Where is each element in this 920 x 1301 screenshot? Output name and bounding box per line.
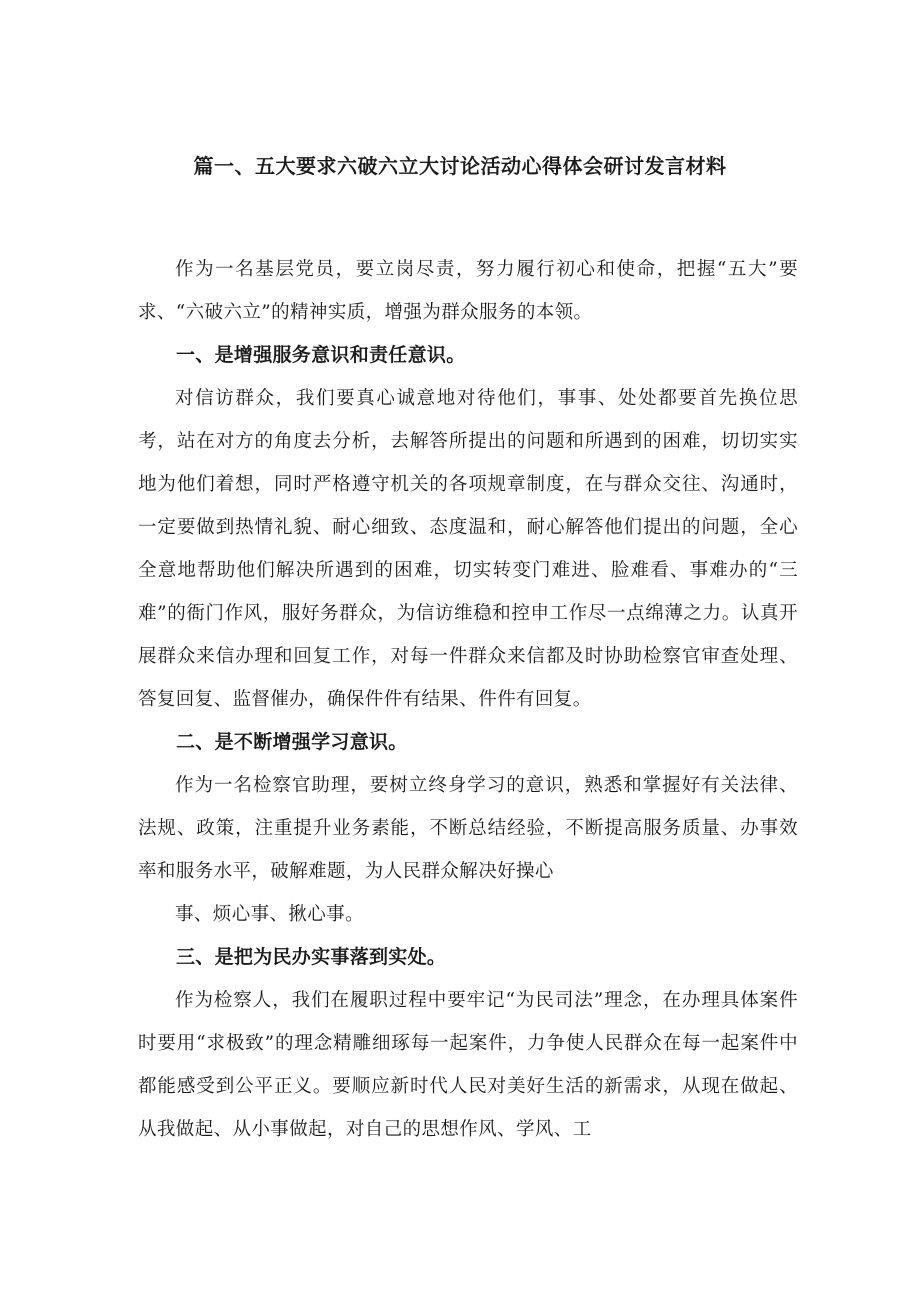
section-3-paragraph: 作为检察人，我们在履职过程中要牢记“为民司法”理念，在办理具体案件时要用“求极致”的理念精雕细琢每一起案件，力争使人民群众在每一起案件中都能感受到公平正义。要顺应新时代人民对美好生活的新需求，从现在做起、从我做起、从小事做起，对自己的思想作风、学风、工 xyxy=(138,990,798,1140)
section-2-continuation: 事、烦心事、揪心事。 xyxy=(175,904,365,925)
section-3-heading: 三、是把为民办实事落到实处。 xyxy=(176,946,447,968)
section-1-heading: 一、是增强服务意识和责任意识。 xyxy=(176,344,466,366)
intro-paragraph: 作为一名基层党员，要立岗尽责，努力履行初心和使命，把握“五大”要求、“六破六立”的精神实质，增强为群众服务的本领。 xyxy=(138,259,798,323)
section-2-paragraph: 作为一名检察官助理，要树立终身学习的意识，熟悉和掌握好有关法律、法规、政策，注重提升业务素能，不断总结经验，不断提高服务质量、办事效率和服务水平，破解难题，为人民群众解决好操心 xyxy=(138,775,798,882)
document-title: 篇一、五大要求六破六立大讨论活动心得体会研讨发言材料 xyxy=(193,154,727,178)
section-1-paragraph: 对信访群众，我们要真心诚意地对待他们，事事、处处都要首先换位思考，站在对方的角度去分析，去解答所提出的问题和所遇到的困难，切切实实地为他们着想，同时严格遵守机关的各项规章制度，在与群众交往、沟通时，一定要做到热情礼貌、耐心细致、态度温和，耐心解答他们提出的问题，全心全意地帮助他们解决所遇到的困难，切实转变门难进、脸难看、事难办的“三难”的衙门作风，服好务群众，为信访维稳和控申工作尽一点绵薄之力。认真开展群众来信办理和回复工作，对每一件群众来信都及时协助检察官审查处理、答复回复、监督催办，确保件件有结果、件件有回复。 xyxy=(138,388,798,710)
section-2-heading: 二、是不断增强学习意识。 xyxy=(176,731,408,753)
document-body xyxy=(138,248,798,1151)
